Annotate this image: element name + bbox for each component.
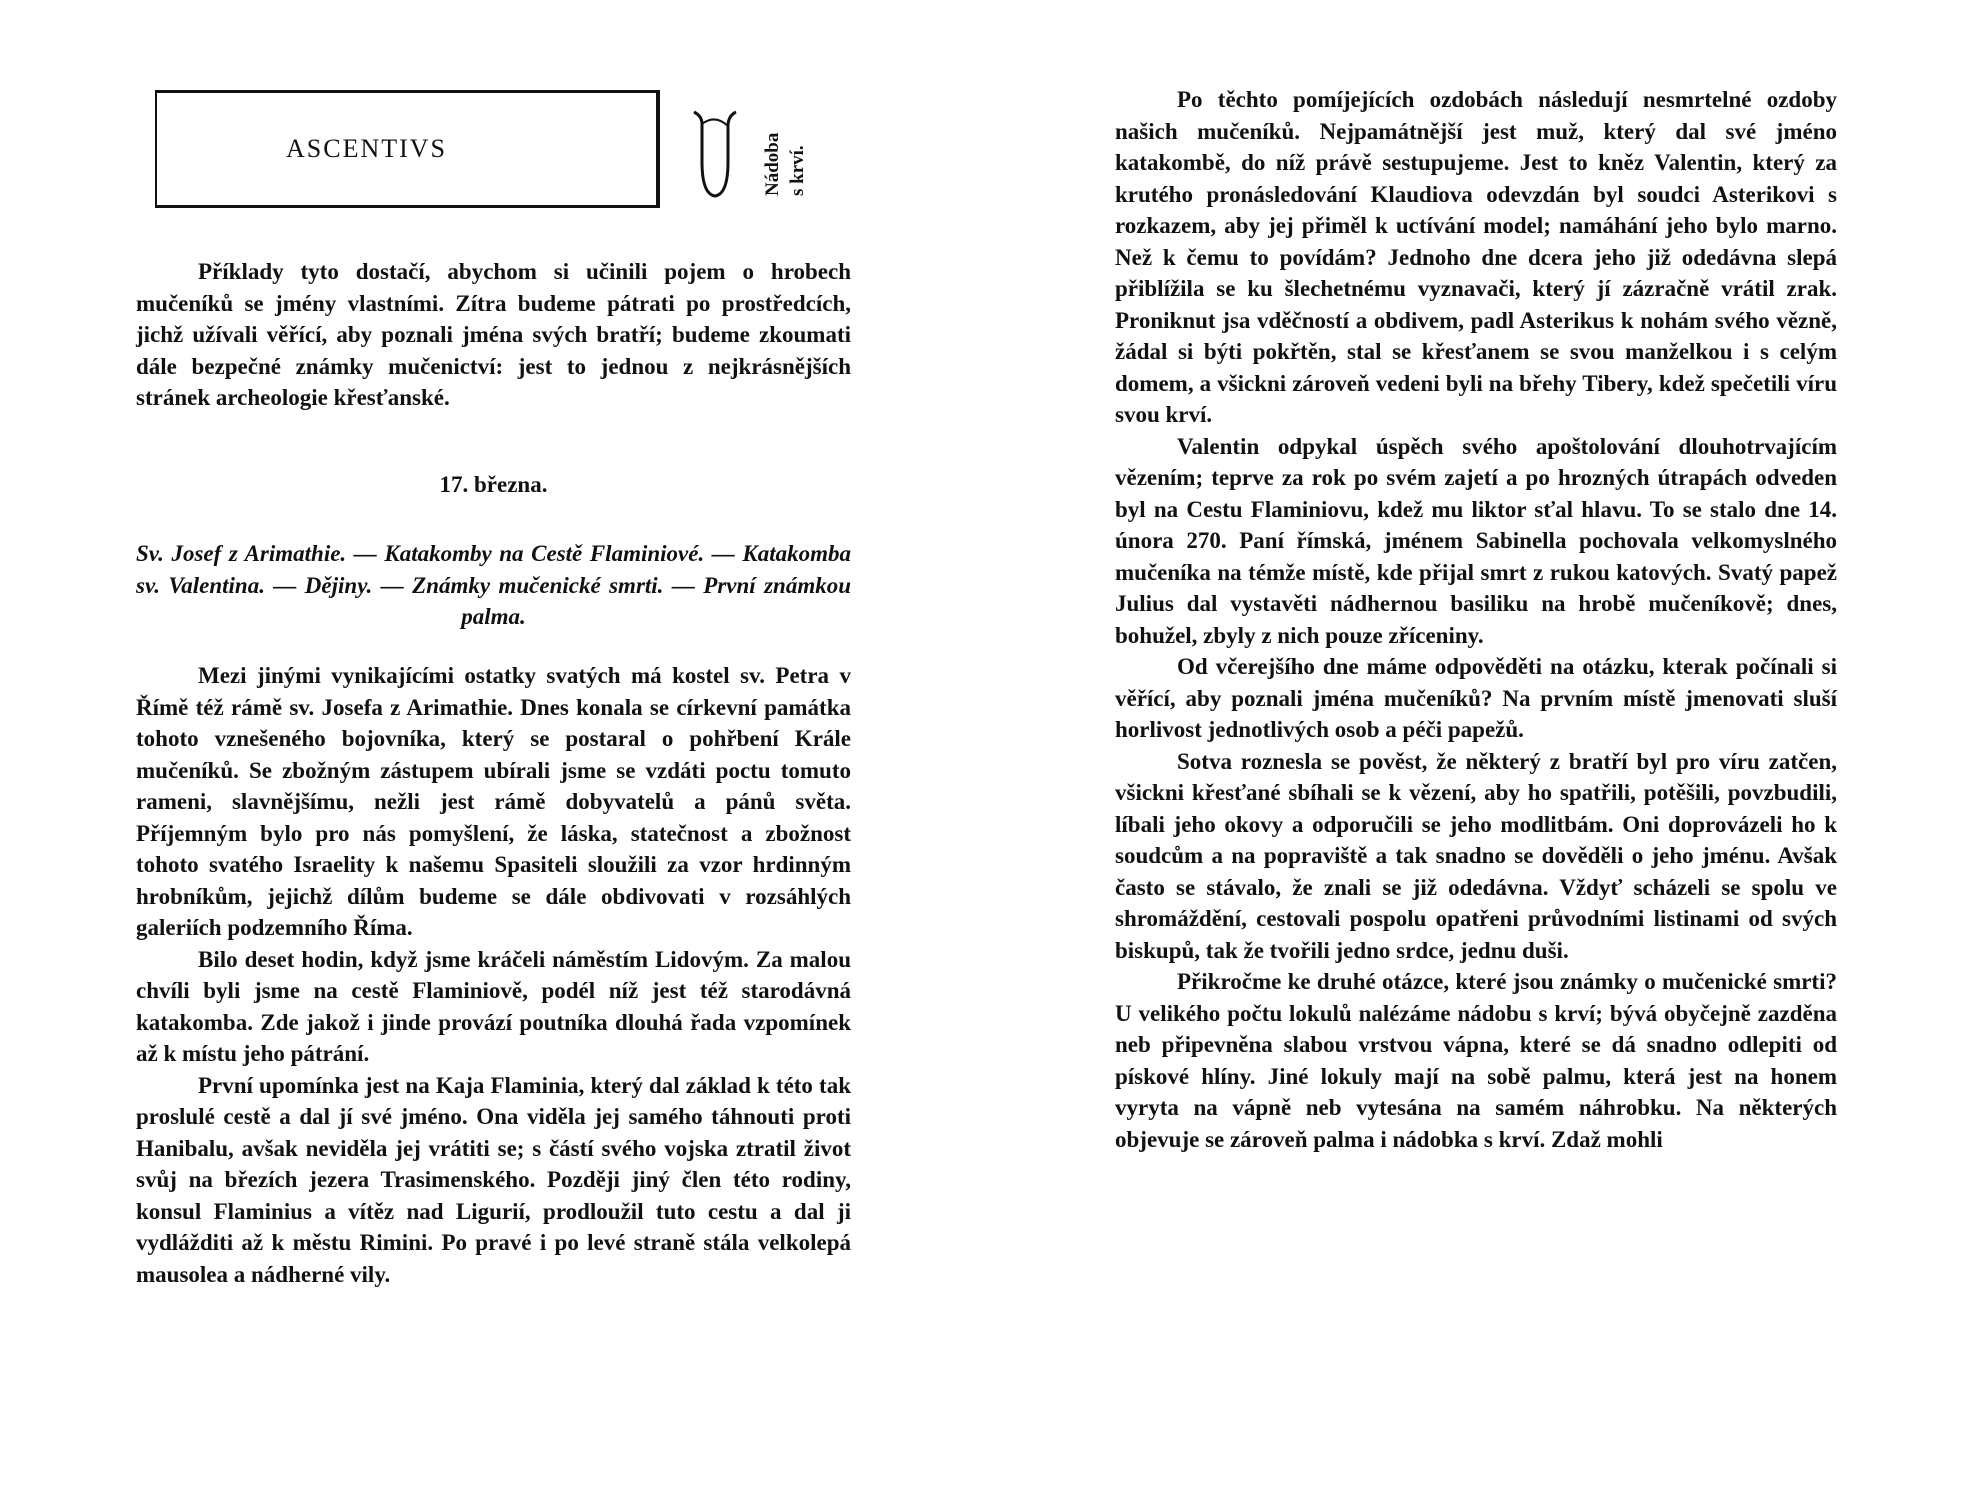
paragraph: Příklady tyto dostačí, abychom si učinili pojem o hrobech mučeníků se jmény vlastními. Zítra budeme pátrati po prostředcích, jichž užívali věřící, aby poznali jména svých bratří; budeme zkoumati dále bezpečné známky mučenictví: jest to jednou z nejkrásnějších stránek archeologie křesťanské. bbox=[136, 259, 851, 410]
vase-caption bbox=[760, 133, 810, 196]
paragraph: Od včerejšího dne máme odpověděti na otázku, kterak počínali si věřící, aby poznali jména mučeníků? Na prvním místě jmenovati sluší horlivost jednotlivých osob a péči papežů. bbox=[1115, 654, 1837, 742]
inscription-text: ASCENTIVS bbox=[285, 134, 447, 163]
date-heading: 17. března. bbox=[439, 472, 548, 497]
right-body-text bbox=[1115, 84, 1837, 1155]
vase-caption-line: Nádoba bbox=[762, 132, 783, 196]
paragraph: Valentin odpykal úspěch svého apoštolování dlouhotrvajícím vězením; teprve za rok po svém zajetí a po hrozných útrapách odveden byl na Cestu Flaminiovu, kdež mu liktor sťal hlavu. To se stalo dne 14. února 270. Paní římská, jménem Sabinella pochovala velkomyslného mučeníka na témže místě, kde přijal smrt z rukou katových. Svatý papež Julius dal vystavěti nádhernou basiliku na hrobě mučeníkově; dnes, bohužel, zbyly z nich pouze zříceniny. bbox=[1115, 433, 1837, 648]
right-page bbox=[985, 0, 1970, 1501]
intro-paragraph bbox=[136, 256, 851, 414]
vase-caption-line: s krví. bbox=[787, 145, 808, 196]
paragraph: Přikročme ke druhé otázce, které jsou známky o mučenické smrti? U velikého počtu lokulů nalézáme nádobu s krví; bývá obyčejně zazděna neb připevněna slabou vrstvou vápna, které se dá snadno odlepiti od pískové hlíny. Jiné lokuly mají na sobě palmu, která jest na honem vyryta na vápně neb vytesána na samém náhrobku. Na některých objevuje se zároveň palma i nádobka s krví. Zdaž mohli bbox=[1115, 969, 1837, 1152]
blood-vase-icon bbox=[690, 108, 740, 200]
chapter-summary: Sv. Josef z Arimathie. — Katakomby na Cestě Flaminiové. — Katakomba sv. Valentina. — Dějiny. — Známky mučenické smrti. — První známkou palma. bbox=[136, 541, 851, 629]
paragraph: Po těchto pomíjejících ozdobách následují nesmrtelné ozdoby našich mučeníků. Nejpamátnější jest muž, který dal své jméno katakombě, do níž právě sestupujeme. Jest to kněz Valentin, který za krutého pronásledování Klaudiova odevzdán byl soudci Asterikovi s rozkazem, aby jej přiměl k uctívání model; namáhání jeho bylo marno. Než k čemu to povídám? Jednoho dne dcera jeho již odedávna slepá přiblížila se ku šlechetnému vyznavači, který jí zázračně vrátil zrak. Proniknut jsa vděčností a obdivem, padl Asterikus k nohám svého vězně, žádal si býti pokřtěn, stal se křesťanem se svou manželkou i s celým domem, a všickni zároveň vedeni byli na břehy Tibery, kdež spečetili víru svou krví. bbox=[1115, 87, 1837, 427]
paragraph: Mezi jinými vynikajícími ostatky svatých má kostel sv. Petra v Římě též rámě sv. Josefa z Arimathie. Dnes konala se církevní památka tohoto vznešeného bojovníka, který se postaral o pohřbení Krále mučeníků. Se zbožným zástupem ubírali jsme se vzdáti poctu tomuto rameni, slavnějšímu, nežli jest rámě dobyvatelů a pánů světa. Příjemným bylo pro nás pomyšlení, že láska, statečnost a zbožnost tohoto svatého Israelity k našemu Spasiteli sloužili za vzor hrdinným hrobníkům, jejichž dílům budeme se dále obdivovati v rozsáhlých galeriích podzemního Říma. bbox=[136, 663, 851, 940]
paragraph: Sotva roznesla se pověst, že některý z bratří byl pro víru zatčen, všickni křesťané sbíhali se k vězení, aby ho spatřili, potěšili, povzbudili, líbali jeho okovy a odporučili se jeho modlitbám. Oni doprovázeli ho k soudcům a na popraviště a tak snadno se dověděli o jeho jménu. Avšak často se stávalo, že znali se již odedávna. Vždyť scházeli se spolu ve shromáždění, cestovali pospolu opatřeni průvodními listinami od svých biskupů, tak že tvořili jedno srdce, jednu duši. bbox=[1115, 748, 1837, 963]
left-body-text bbox=[136, 660, 851, 1290]
inscription-plaque bbox=[155, 90, 660, 208]
paragraph: Bilo deset hodin, když jsme kráčeli náměstím Lidovým. Za malou chvíli byli jsme na cestě Flaminiově, podél níž jest též starodávná katakomba. Zde jakož i jinde provází poutníka dlouhá řada vzpomínek až k místu jeho pátrání. bbox=[136, 946, 851, 1066]
paragraph: První upomínka jest na Kaja Flaminia, který dal základ k této tak proslulé cestě a dal jí své jméno. Ona viděla jej samého táhnouti proti Hanibalu, avšak neviděla jej vrátiti se; s částí svého vojska ztratil život svůj na březích jezera Trasimenského. Později jiný člen této rodiny, konsul Flaminius a vítěz nad Ligurií, prodloužil tuto cestu a dal ji vydlážditi až k městu Rimini. Po pravé i po levé straně stála velkolepá mausolea a nádherné vily. bbox=[136, 1072, 851, 1287]
